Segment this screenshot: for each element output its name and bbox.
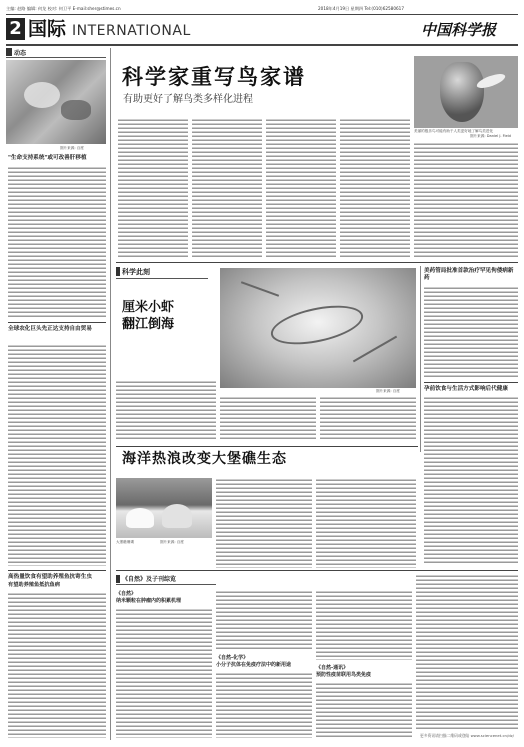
sidebar-photo-credit: 图片来源: 百度 — [60, 146, 84, 150]
lead-body-col2 — [192, 118, 262, 258]
nature-body-col2a — [216, 590, 312, 650]
sidebar-story3-sub: 有望助养殖鱼抵抗鱼病 — [8, 582, 60, 588]
lead-body-col5 — [414, 142, 518, 258]
science-body-col3 — [320, 396, 416, 440]
sidebar-story1-title: "生命支持系统"或可改善肝移植 — [8, 155, 87, 161]
right-story2-body — [424, 396, 518, 564]
coral-body-col1 — [216, 478, 312, 568]
science-body-col1 — [116, 380, 216, 440]
nature-item1: 《自然》 — [116, 591, 137, 597]
nature-body-col1 — [116, 608, 212, 738]
coral-headline: 海洋热浪改变大堡礁生态 — [122, 451, 287, 467]
science-column-tag: 科学此刻 — [122, 268, 150, 276]
nature-item3: 《自然-化学》 — [216, 655, 249, 661]
coral-photo-credit: 图片来源: 百度 — [160, 540, 184, 544]
nature-item6: 预防性疫苗联用鸟类免疫 — [316, 672, 372, 678]
sidebar-dongtai: 动态 — [14, 50, 27, 57]
sidebar-header — [6, 48, 106, 58]
science-title-line2: 翻江倒海 — [122, 317, 175, 332]
science-body-col2 — [220, 396, 316, 440]
nature-body-col3b — [316, 682, 412, 738]
header-top-line: 主编: 赵路 编辑: 何龙 校对: 何卫平 E-mail:sher@stimes.cn — [6, 6, 121, 11]
lead-subheadline: 有助更好了解鸟类多样化进程 — [123, 94, 253, 105]
right-story1-title: 美药管局批准首款治疗罕见佝偻病新药 — [424, 268, 514, 281]
science-photo-shrimp — [220, 268, 416, 388]
right-story1-body — [424, 286, 518, 378]
page-number: 2 — [6, 18, 25, 40]
sidebar-photo-surgery — [6, 60, 106, 144]
nature-body-col2b — [216, 672, 312, 738]
lead-body-col1 — [118, 118, 188, 258]
science-title-line1: 厘米小虾 — [122, 300, 175, 315]
sidebar-story3-body — [8, 592, 106, 738]
nature-item2: 纳米颗粒在肿瘤内的积累机理 — [116, 598, 182, 604]
section-title-cn: 国际 — [28, 18, 67, 40]
lead-photo-credit: 图片来源: Daniel J. Field — [470, 134, 511, 138]
science-photo-credit: 图片来源: 百度 — [376, 389, 400, 393]
footer-note: 更多资讯请扫描二维码或登陆 www.sciencenet.cn/dz/ — [420, 733, 514, 738]
lead-photo-caption: 美丽的极乐鸟可能有助于人类更好地了解鸟类进化 — [414, 129, 494, 133]
coral-photo-caption: 大堡礁珊瑚 — [116, 540, 134, 544]
sidebar-story2-body — [8, 344, 106, 566]
header-date-line: 2018年4月19日 星期四 Tel:(010)62580617 — [318, 6, 405, 11]
science-column-tag-box — [116, 266, 208, 279]
nature-item4: 小分子抗体在免疫疗法中的新用途 — [216, 662, 292, 668]
nature-heading: 《自然》及子刊综览 — [122, 576, 177, 583]
nature-body-col3a — [316, 590, 412, 660]
lead-body-col3 — [266, 118, 336, 258]
sidebar-story2-title: 全球农化巨头先正达支持自由贸易 — [8, 326, 92, 332]
nature-item5: 《自然-通讯》 — [316, 665, 349, 671]
sidebar-story3-title: 高热量饮食有望助养殖鱼抗寄生虫 — [8, 574, 92, 580]
lead-headline: 科学家重写鸟家谱 — [122, 64, 306, 89]
coral-photo — [116, 478, 212, 538]
lead-photo-bird — [414, 56, 518, 128]
coral-body-col2 — [316, 478, 416, 568]
nature-heading-box — [116, 574, 216, 585]
sidebar-story1-body — [8, 166, 106, 318]
lead-body-col4 — [340, 118, 410, 258]
right-story2-title: 孕前饮食与生活方式影响后代健康 — [424, 386, 508, 392]
masthead-logo: 中国科学报 — [421, 21, 497, 39]
nature-body-col4 — [416, 574, 518, 730]
section-title-en: INTERNATIONAL — [72, 23, 191, 39]
